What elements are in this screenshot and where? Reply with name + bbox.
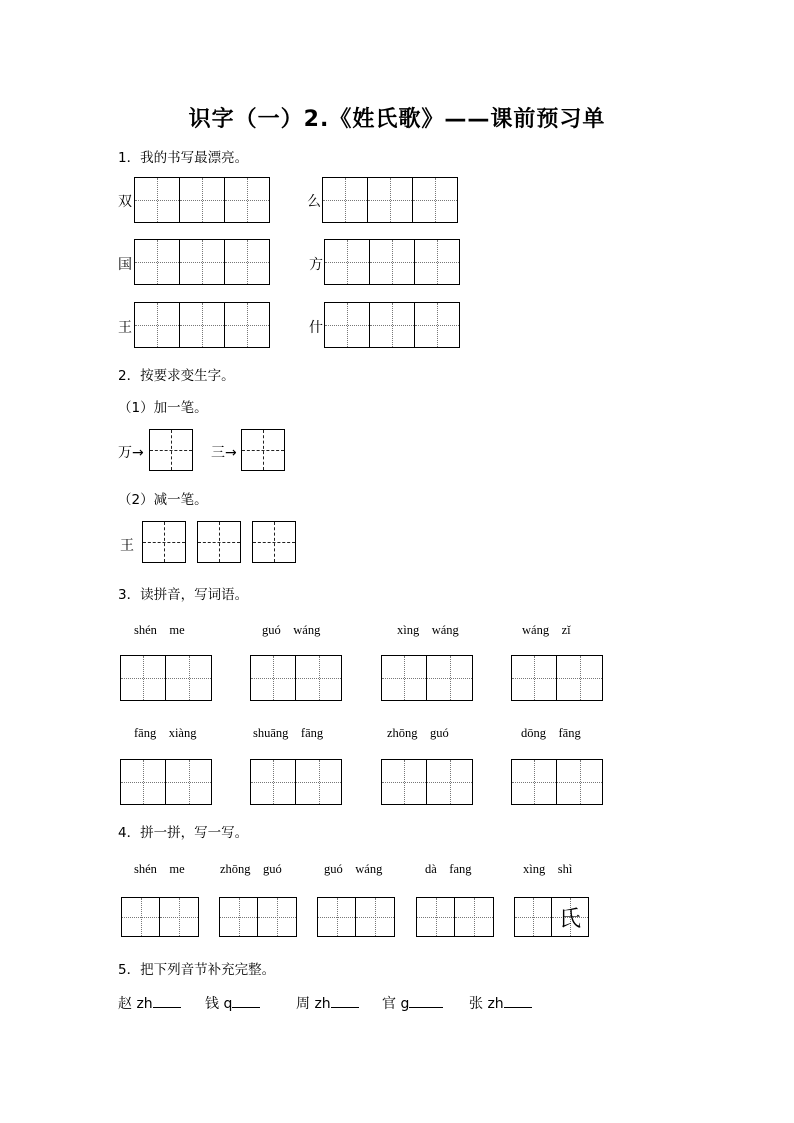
writing-cell[interactable]: [511, 655, 557, 701]
q3-word-grid[interactable]: [250, 655, 342, 701]
q3-pinyin: shén me: [134, 623, 185, 637]
writing-cell[interactable]: [296, 655, 342, 701]
q2-sub1-label: （1）加一笔。: [118, 400, 208, 416]
q5-item: [205, 993, 260, 1013]
writing-cell[interactable]: [134, 177, 180, 223]
writing-cell[interactable]: [427, 655, 473, 701]
writing-cell[interactable]: [120, 759, 166, 805]
page-title: 识字（一）2.《姓氏歌》——课前预习单: [188, 107, 606, 132]
writing-cell[interactable]: [225, 239, 270, 285]
writing-cell[interactable]: [166, 759, 212, 805]
q1-char: 双: [118, 194, 132, 210]
writing-cell[interactable]: [258, 897, 297, 937]
writing-cell[interactable]: [557, 655, 603, 701]
q3-pinyin: dōng fāng: [521, 726, 581, 740]
writing-cell[interactable]: [166, 655, 212, 701]
writing-cell[interactable]: [324, 302, 370, 348]
q2-add-box[interactable]: [241, 429, 285, 471]
writing-cell[interactable]: [381, 655, 427, 701]
q3-pinyin: fāng xiàng: [134, 726, 197, 740]
writing-cell[interactable]: [427, 759, 473, 805]
q4-word-grid[interactable]: [514, 897, 589, 937]
q1-writing-grid[interactable]: [322, 177, 458, 223]
writing-cell[interactable]: [250, 655, 296, 701]
writing-cell[interactable]: [370, 302, 415, 348]
writing-cell[interactable]: [514, 897, 552, 937]
q2-remove-box[interactable]: [142, 521, 186, 563]
q2-add-item: 万→: [118, 445, 144, 461]
writing-cell-filled[interactable]: [552, 897, 589, 937]
answer-blank[interactable]: [331, 995, 359, 1008]
q1-writing-grid[interactable]: [134, 177, 270, 223]
writing-cell[interactable]: [368, 177, 413, 223]
q1-writing-grid[interactable]: [134, 239, 270, 285]
q5-item: [296, 993, 359, 1013]
writing-cell[interactable]: [455, 897, 494, 937]
q2-sub2-label: （2）减一笔。: [118, 492, 208, 508]
q1-char: 方: [309, 257, 323, 273]
question-5-label: 5．把下列音节补充完整。: [118, 962, 276, 978]
answer-blank[interactable]: [153, 995, 181, 1008]
q4-pinyin: shén me: [134, 862, 185, 876]
writing-cell[interactable]: [120, 655, 166, 701]
q3-word-grid[interactable]: [120, 759, 212, 805]
q5-item: [469, 993, 532, 1013]
answer-blank[interactable]: [232, 995, 260, 1008]
q2-remove-box[interactable]: [197, 521, 241, 563]
answer-blank[interactable]: [504, 995, 532, 1008]
question-3-label: 3．读拼音，写词语。: [118, 587, 249, 603]
q5-item-text: 赵 zh: [118, 996, 153, 1012]
q3-word-grid[interactable]: [511, 655, 603, 701]
writing-cell[interactable]: [134, 239, 180, 285]
q3-pinyin: zhōng guó: [387, 726, 449, 740]
writing-cell[interactable]: [317, 897, 356, 937]
q1-writing-grid[interactable]: [324, 239, 460, 285]
q3-pinyin: xìng wáng: [397, 623, 459, 637]
question-2-label: 2．按要求变生字。: [118, 368, 235, 384]
writing-cell[interactable]: [197, 521, 241, 563]
writing-cell[interactable]: [225, 177, 270, 223]
q5-item-text: 周 zh: [296, 996, 331, 1012]
writing-cell[interactable]: [324, 239, 370, 285]
q4-pinyin: zhōng guó: [220, 862, 282, 876]
writing-cell[interactable]: [413, 177, 458, 223]
writing-cell[interactable]: [511, 759, 557, 805]
writing-cell[interactable]: [180, 302, 225, 348]
filled-char: 氏: [558, 906, 581, 932]
q3-word-grid[interactable]: [381, 655, 473, 701]
q1-char: 国: [118, 257, 132, 273]
writing-cell[interactable]: [370, 239, 415, 285]
writing-cell[interactable]: [121, 897, 160, 937]
q2-add-box[interactable]: [149, 429, 193, 471]
q1-char: 么: [307, 194, 321, 210]
answer-blank[interactable]: [409, 995, 443, 1008]
q3-word-grid[interactable]: [250, 759, 342, 805]
writing-cell[interactable]: [416, 897, 455, 937]
writing-cell[interactable]: [142, 521, 186, 563]
writing-cell[interactable]: [415, 239, 460, 285]
writing-cell[interactable]: [180, 177, 225, 223]
q4-word-grid[interactable]: [219, 897, 297, 937]
q4-pinyin: dà fang: [425, 862, 472, 876]
q4-word-grid[interactable]: [317, 897, 395, 937]
writing-cell[interactable]: [322, 177, 368, 223]
q3-pinyin: wáng zǐ: [522, 623, 571, 637]
q3-word-grid[interactable]: [511, 759, 603, 805]
writing-cell[interactable]: [356, 897, 395, 937]
writing-cell[interactable]: [134, 302, 180, 348]
q5-item: [382, 993, 443, 1013]
q4-word-grid[interactable]: [416, 897, 494, 937]
writing-cell[interactable]: [250, 759, 296, 805]
q1-char: 王: [118, 320, 132, 336]
writing-cell[interactable]: [219, 897, 258, 937]
question-4-label: 4．拼一拼，写一写。: [118, 825, 249, 841]
writing-cell[interactable]: [225, 302, 270, 348]
writing-cell[interactable]: [241, 429, 285, 471]
writing-cell[interactable]: [415, 302, 460, 348]
q5-item-text: 钱 q: [205, 996, 233, 1012]
q3-pinyin: guó wáng: [262, 623, 321, 637]
q5-item: [118, 993, 181, 1013]
q2-add-item: 三→: [211, 445, 237, 461]
writing-cell[interactable]: [252, 521, 296, 563]
q5-item-text: 张 zh: [469, 996, 504, 1012]
writing-cell[interactable]: [160, 897, 199, 937]
question-1-label: 1．我的书写最漂亮。: [118, 150, 249, 166]
q3-pinyin: shuāng fāng: [253, 726, 324, 740]
writing-cell[interactable]: [149, 429, 193, 471]
q4-pinyin: xìng shì: [523, 862, 573, 876]
q4-pinyin: guó wáng: [324, 862, 383, 876]
q3-word-grid[interactable]: [120, 655, 212, 701]
q1-writing-grid[interactable]: [324, 302, 460, 348]
writing-cell[interactable]: [557, 759, 603, 805]
q3-word-grid[interactable]: [381, 759, 473, 805]
writing-cell[interactable]: [381, 759, 427, 805]
q5-item-text: 官 g: [382, 996, 410, 1012]
writing-cell[interactable]: [180, 239, 225, 285]
q2-remove-box[interactable]: [252, 521, 296, 563]
q1-writing-grid[interactable]: [134, 302, 270, 348]
q2-remove-char: 王: [120, 538, 134, 554]
writing-cell[interactable]: [296, 759, 342, 805]
q4-word-grid[interactable]: [121, 897, 199, 937]
q1-char: 什: [309, 320, 323, 336]
